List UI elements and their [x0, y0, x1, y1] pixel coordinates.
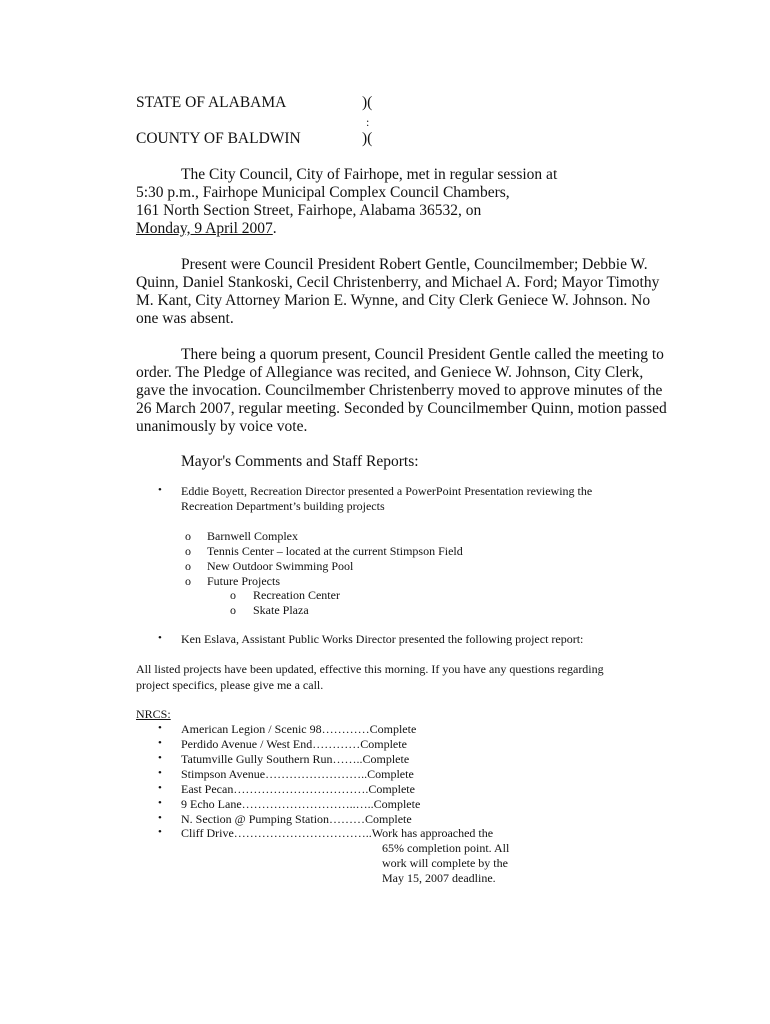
report1-line-1: Eddie Boyett, Recreation Director presented a PowerPoint Presentation reviewing the [181, 484, 593, 498]
report1-line-2: Recreation Department’s building projects [181, 499, 385, 513]
county-heading: COUNTY OF BALDWIN [136, 130, 301, 147]
sub-bullet-icon: o [185, 559, 191, 573]
note-line-2: project specifics, please give me a call. [136, 678, 324, 692]
nrcs-item: 9 Echo Lane………………………..…..Complete [181, 797, 421, 811]
note-line-1: All listed projects have been updated, effective this morning. If you have any questions regarding [136, 662, 604, 676]
intro-line-1: The City Council, City of Fairhope, met in regular session at [181, 166, 558, 183]
state-heading: STATE OF ALABAMA [136, 94, 287, 111]
bullet-icon: • [158, 632, 162, 644]
quorum-line-2: order. The Pledge of Allegiance was recited, and Geniece W. Johnson, City Clerk, [136, 364, 644, 381]
nrcs-item: Tatumville Gully Southern Run……..Complete [181, 752, 410, 766]
meeting-date-period: . [272, 220, 277, 237]
bullet-icon: • [158, 722, 162, 734]
quorum-line-1: There being a quorum present, Council President Gentle called the meeting to [181, 346, 664, 363]
bullet-icon: • [158, 484, 162, 496]
present-line-4: one was absent. [136, 310, 234, 327]
bullet-icon: • [158, 737, 162, 749]
sub-bullet-icon: o [185, 544, 191, 558]
cliff-note-line: work will complete by the [382, 856, 508, 870]
bullet-icon: • [158, 812, 162, 824]
nrcs-item: Cliff Drive……………………………..Work has approached the [181, 826, 494, 840]
sub-bullet-icon: o [230, 603, 236, 617]
quorum-line-4: 26 March 2007, regular meeting. Seconded by Councilmember Quinn, motion passed [136, 400, 667, 417]
cliff-note-line: May 15, 2007 deadline. [382, 871, 496, 885]
state-mark: )( [362, 94, 373, 111]
project-item: Tennis Center – located at the current Stimpson Field [207, 544, 463, 558]
nrcs-heading: NRCS: [136, 707, 171, 721]
nrcs-item: Perdido Avenue / West End…………Complete [181, 737, 407, 751]
cliff-note-line: 65% completion point. All [382, 841, 510, 855]
county-mark: )( [362, 130, 373, 147]
intro-line-2: 5:30 p.m., Fairhope Municipal Complex Council Chambers, [136, 184, 510, 201]
project-item: Barnwell Complex [207, 529, 298, 543]
mayors-comments-heading: Mayor's Comments and Staff Reports: [181, 453, 419, 470]
quorum-line-3: gave the invocation. Councilmember Christenberry moved to approve minutes of the [136, 382, 663, 399]
sub-bullet-icon: o [185, 574, 191, 588]
meeting-date: Monday, 9 April 2007 [136, 220, 273, 237]
nrcs-item: East Pecan…………………………….Complete [181, 782, 415, 796]
future-project-item: Skate Plaza [253, 603, 309, 617]
present-line-1: Present were Council President Robert Gentle, Councilmember; Debbie W. [181, 256, 648, 273]
sub-bullet-icon: o [230, 588, 236, 602]
quorum-line-5: unanimously by voice vote. [136, 418, 308, 435]
present-line-2: Quinn, Daniel Stankoski, Cecil Christenberry, and Michael A. Ford; Mayor Timothy [136, 274, 660, 291]
bullet-icon: • [158, 826, 162, 838]
bullet-icon: • [158, 767, 162, 779]
intro-line-3: 161 North Section Street, Fairhope, Alabama 36532, on [136, 202, 482, 219]
present-line-3: M. Kant, City Attorney Marion E. Wynne, and City Clerk Geniece W. Johnson. No [136, 292, 651, 309]
report2-text: Ken Eslava, Assistant Public Works Director presented the following project report: [181, 632, 584, 646]
project-item: New Outdoor Swimming Pool [207, 559, 354, 573]
caption-colon: : [366, 115, 370, 129]
nrcs-item: Stimpson Avenue……………………..Complete [181, 767, 414, 781]
bullet-icon: • [158, 752, 162, 764]
bullet-icon: • [158, 797, 162, 809]
nrcs-item: American Legion / Scenic 98…………Complete [181, 722, 417, 736]
intro-line-4 [136, 220, 277, 238]
sub-bullet-icon: o [185, 529, 191, 543]
bullet-icon: • [158, 782, 162, 794]
future-project-item: Recreation Center [253, 588, 340, 602]
project-item: Future Projects [207, 574, 280, 588]
nrcs-item: N. Section @ Pumping Station………Complete [181, 812, 412, 826]
